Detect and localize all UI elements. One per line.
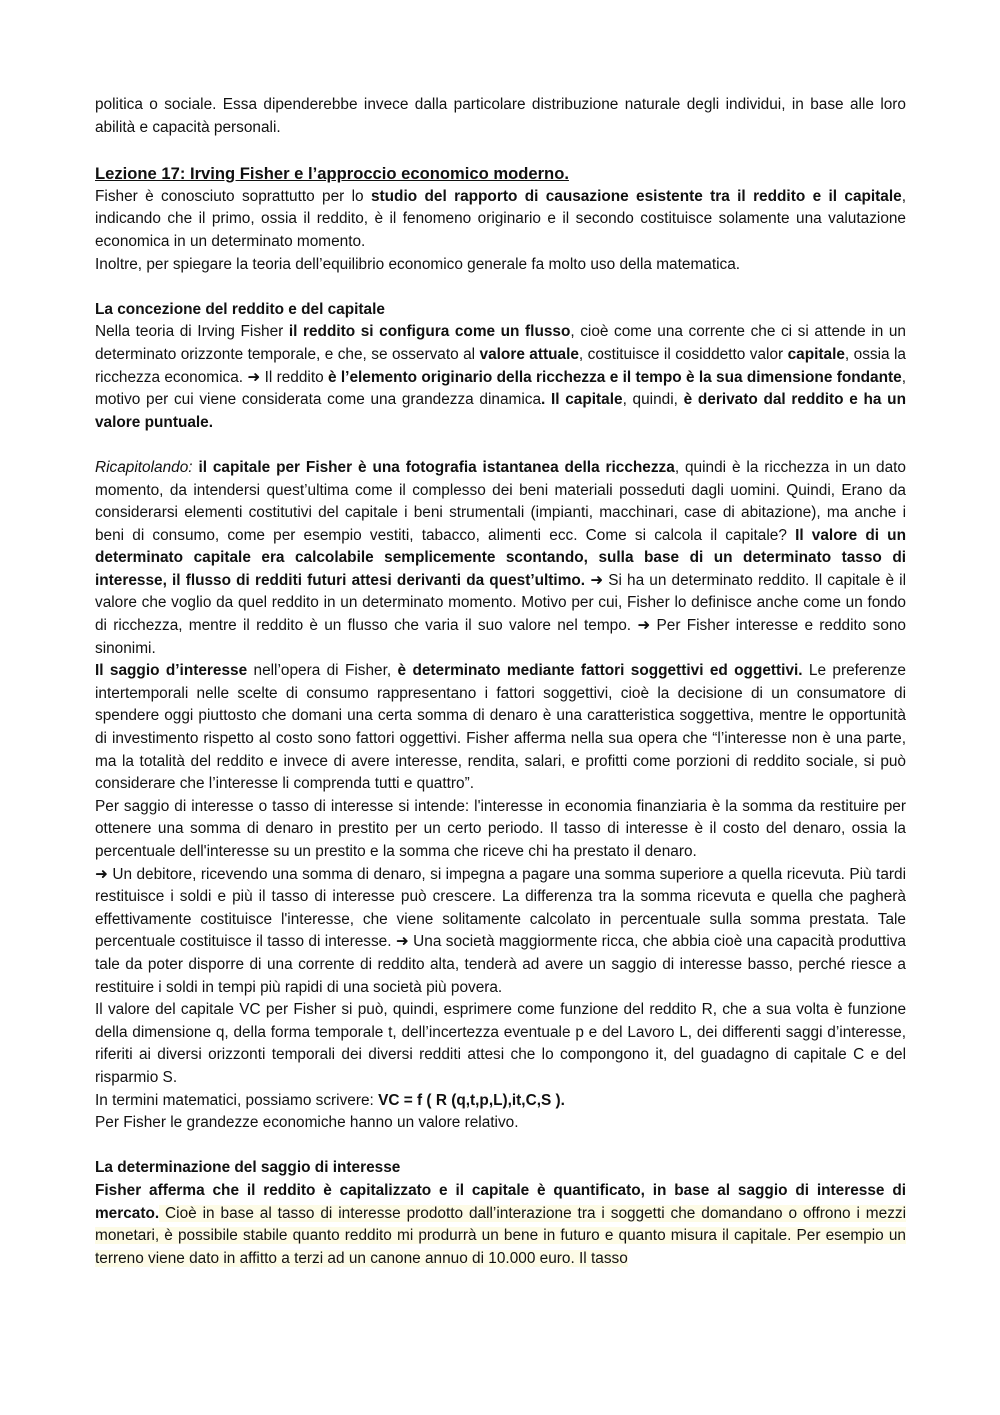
spacer xyxy=(95,434,906,457)
section-title-saggio-interesse: La determinazione del saggio di interesse xyxy=(95,1159,401,1177)
spacer xyxy=(95,139,906,162)
section1-paragraph-valore-capitale: Il valore del capitale VC per Fisher si può, quindi, esprimere come funzione del reddito R, che a sua volta è funzione della dimensione q, della forma temporale t, dell’incertezza eventuale p e del Lavoro L, dei differenti saggi d’interesse, riferiti ai diversi orizzonti temporali dei diversi redditi attesi che lo compongono it, del guadagno di capitale C e del risparmio S. xyxy=(95,1001,906,1086)
intro-paragraph: politica o sociale. Essa dipenderebbe invece dalla particolare distribuzione naturale degli individui, in base alle loro abilità e capacità personali. xyxy=(95,96,906,136)
spacer xyxy=(95,276,906,299)
spacer xyxy=(95,1135,906,1158)
section-title-reddito-capitale: La concezione del reddito e del capitale xyxy=(95,300,385,318)
section1-paragraph-formula: In termini matematici, possiamo scrivere: VC = f ( R (q,t,p,L),it,C,S ). xyxy=(95,1091,565,1109)
section1-paragraph-1: Nella teoria di Irving Fisher il reddito si configura come un flusso, cioè come una corrente che ci si attende in un determinato orizzonte temporale, e che, se osservato al valore attuale, costituisce il cosiddetto valor capitale, ossia la ricchezza economica. ➜ Il reddito è l’elemento originario della ricchezza e il tempo è la sua dimensione fondante, motivo per cui viene considerata come una grandezza dinamica. Il capitale, quindi, è derivato dal reddito e ha un valore puntuale. xyxy=(95,323,906,431)
section1-paragraph-ricapitolando: Ricapitolando: il capitale per Fisher è una fotografia istantanea della ricchezza, quindi è la ricchezza in un dato momento, da intendersi quest’ultima come il complesso dei beni materiali posseduti dagli uomini. Quindi, Erano da considerarsi elementi costitutivi del capitale i beni strumentali (impianti, macchinari, case di abitazione), ma anche i beni di consumo, come per esempio vestiti, tabacco, alimenti ecc. Come si calcola il capitale? Il valore di un determinato capitale era calcolabile semplicemente scontando, sulla base di un determinato tasso di interesse, il flusso di redditi futuri attesi derivanti da quest’ultimo. ➜ Si ha un determinato reddito. Il capitale è il valore che voglio da quel reddito in un determinato momento. Motivo per cui, Fisher lo definisce anche come un fondo di ricchezza, mentre il reddito è un flusso che varia il suo valore nel tempo. ➜ Per Fisher interesse e reddito sono sinonimi. xyxy=(95,458,906,657)
section1-paragraph-debitore: ➜ Un debitore, ricevendo una somma di denaro, si impegna a pagare una somma superiore a quella ricevuta. Più tardi restituisce i soldi e più il tasso di interesse può crescere. La differenza tra la somma ricevuta e quella che pagherà effettivamente costituisce l'interesse, che viene solitamente calcolato in percentuale sulla somma prestata. Tale percentuale costituisce il tasso di interesse. ➜ Una società maggiormente ricca, che abbia cioè una capacità produttiva tale da poter disporre di una corrente di reddito alta, tenderà ad avere un saggio di interesse basso, perché riesce a restituire i soldi in tempi più rapidi di una società più povera. xyxy=(95,865,906,996)
section1-paragraph-definizione: Per saggio di interesse o tasso di interesse si intende: l'interesse in economia finanziaria è la somma da restituire per ottenere una somma di denaro in prestito per un certo periodo. Il tasso di interesse è il costo del denaro, ossia la percentuale dell'interesse su un prestito e la somma che riceve chi ha prestato il denaro. xyxy=(95,797,906,860)
document-page xyxy=(95,94,906,1270)
section1-paragraph-saggio: Il saggio d’interesse nell’opera di Fisher, è determinato mediante fattori soggettivi ed oggettivi. Le preferenze intertemporali nelle scelte di consumo rappresentano i fattori soggettivi, cioè la decisione di un consumatore di spendere oggi piuttosto che domani una certa somma di denaro è una caratteristica soggettiva, mentre le opportunità di investimento rispetto al costo sono fattori oggettivi. Fisher afferma nella sua opera che “l’interesse non è una parte, ma la totalità del reddito e invece di avere interesse, rendita, salari, e profitti come porzioni di reddito sociale, si può considerare che l’interesse li comprenda tutti e quattro”. xyxy=(95,662,906,793)
section2-paragraph-1: Fisher afferma che il reddito è capitalizzato e il capitale è quantificato, in base al saggio di interesse di mercato. Cioè in base al tasso di interesse prodotto dall’interazione tra i soggetti che domandano o offrono i mezzi monetari, è possibile stabile quanto reddito mi produrrà un bene in futuro e quanto misura il capitale. Per esempio un terreno viene dato in affitto a terzi ad un canone annuo di 10.000 euro. Il tasso xyxy=(95,1181,906,1267)
formula: VC = f ( R (q,t,p,L),it,C,S ). xyxy=(378,1091,565,1109)
lesson-title: Lezione 17: Irving Fisher e l’approccio economico moderno. xyxy=(95,163,569,183)
lesson-paragraph-2: Inoltre, per spiegare la teoria dell’equilibrio economico generale fa molto uso della matematica. xyxy=(95,255,741,273)
section1-paragraph-grandezze: Per Fisher le grandezze economiche hanno un valore relativo. xyxy=(95,1114,519,1132)
lesson-paragraph-1: Fisher è conosciuto soprattutto per lo studio del rapporto di causazione esistente tra il reddito e il capitale, indicando che il primo, ossia il reddito, è il fenomeno originario e il secondo costituisce solamente una valutazione economica in un determinato momento. xyxy=(95,187,906,250)
